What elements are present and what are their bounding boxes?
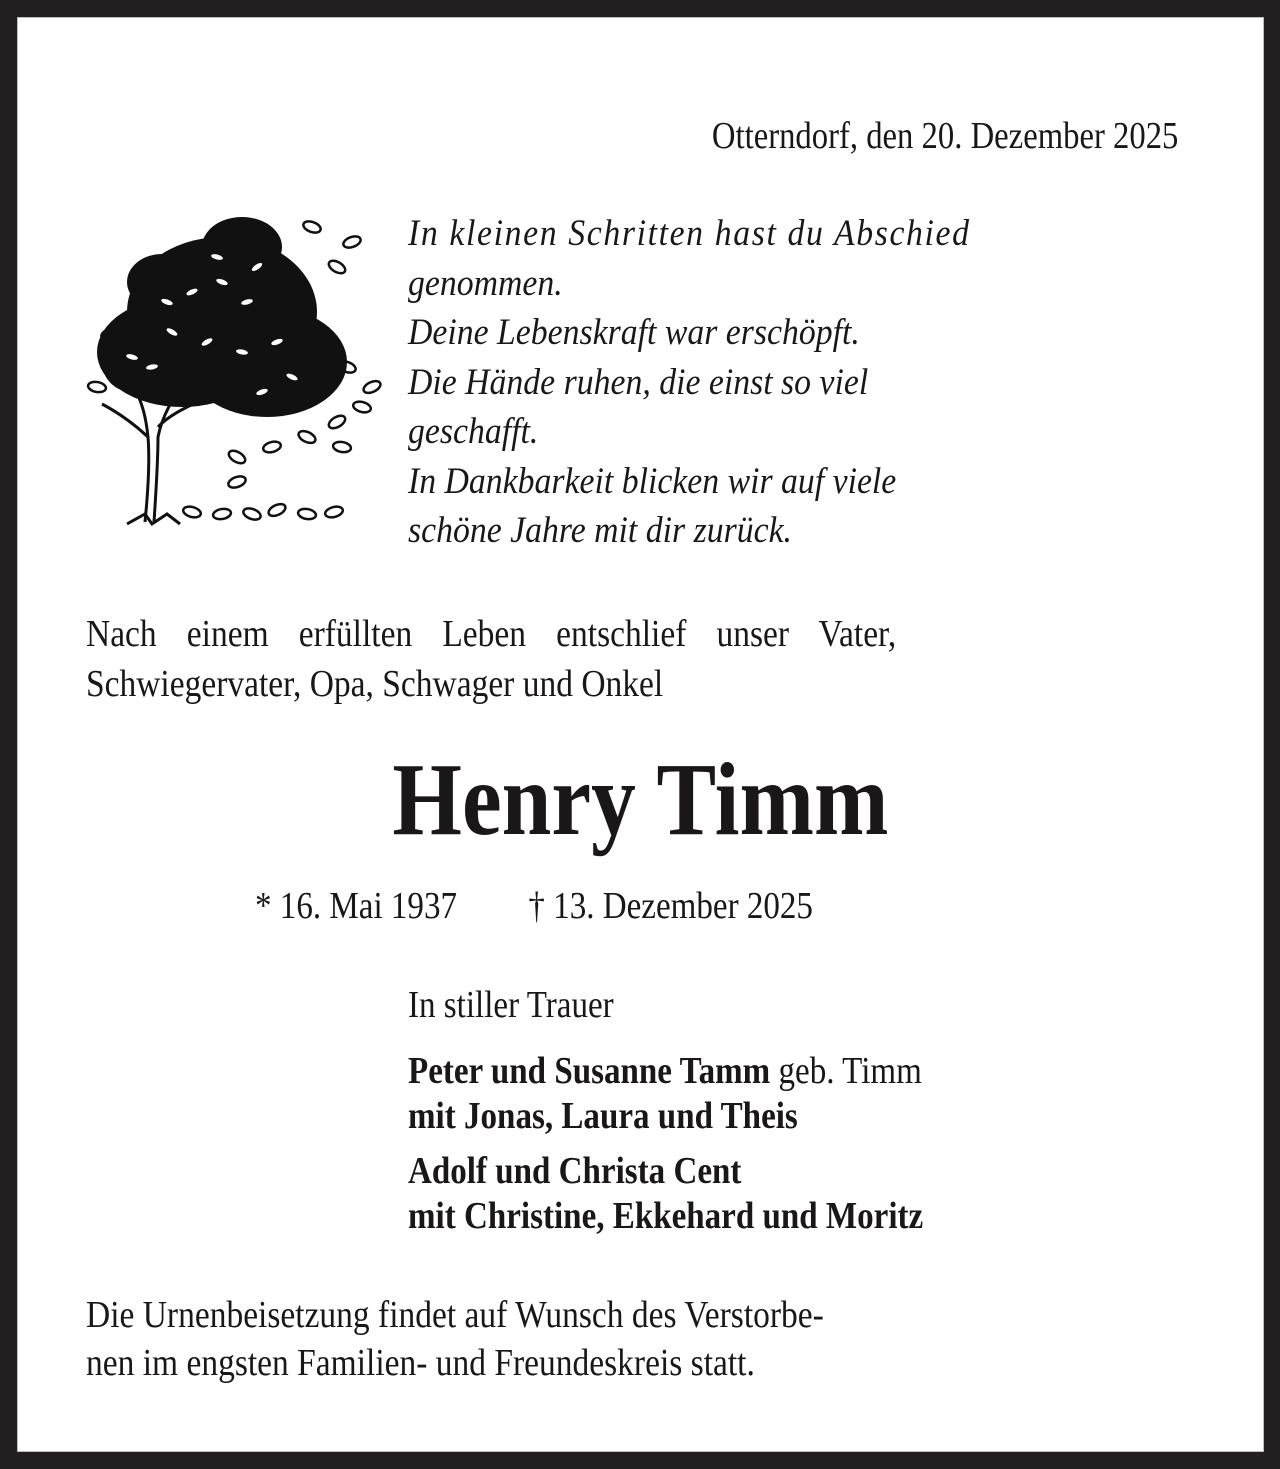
tree-in-wind-icon [72,192,392,537]
deceased-name: Henry Timm [392,742,889,857]
funeral-info-line: nen im engsten Familien- und Freundeskreis statt. [86,1342,755,1384]
intro-line: Schwiegervater, Opa, Schwager und Onkel [86,663,664,705]
mourner-children: mit Jonas, Laura und Theis [408,1095,798,1137]
death-date: † 13. Dezember 2025 [528,885,813,927]
poem-line: Deine Lebenskraft war erschöpft. [408,312,860,353]
poem-line: genommen. [408,262,563,304]
funeral-info-line: Die Urnenbeisetzung findet auf Wunsch des Verstorbe- [86,1294,824,1336]
place-date-text: Otterndorf, den 20. Dezember 2025 [711,115,1178,157]
birth-date: * 16. Mai 1937 [255,885,458,927]
mourners-list [408,1049,1000,1249]
mourner-names: Peter und Susanne Tamm [408,1050,771,1092]
poem-line: In kleinen Schritten hast du Abschied [408,213,971,254]
poem-line: schöne Jahre mit dir zurück. [408,510,792,551]
mourner-family [408,1149,1000,1239]
mourning-line: In stiller Trauer [408,984,614,1026]
intro-line: Nach einem erfüllten Leben entschlief unser Vater, [86,613,897,655]
mourner-family [408,1049,1000,1139]
mourner-names: Adolf und Christa Cent [408,1150,742,1192]
life-dates [255,885,896,927]
poem-line: In Dankbarkeit blicken wir auf viele [408,460,897,502]
poem-line: geschafft. [408,411,539,452]
obituary-notice [17,17,1264,1452]
funeral-info [86,1291,934,1387]
poem-line: Die Hände ruhen, die einst so viel [408,361,869,403]
place-and-date [636,115,1178,157]
maiden-name: geb. Timm [770,1050,922,1092]
intro-text [86,609,1194,709]
mourner-children: mit Christine, Ekkehard und Moritz [408,1195,924,1237]
memorial-poem [408,209,1198,556]
